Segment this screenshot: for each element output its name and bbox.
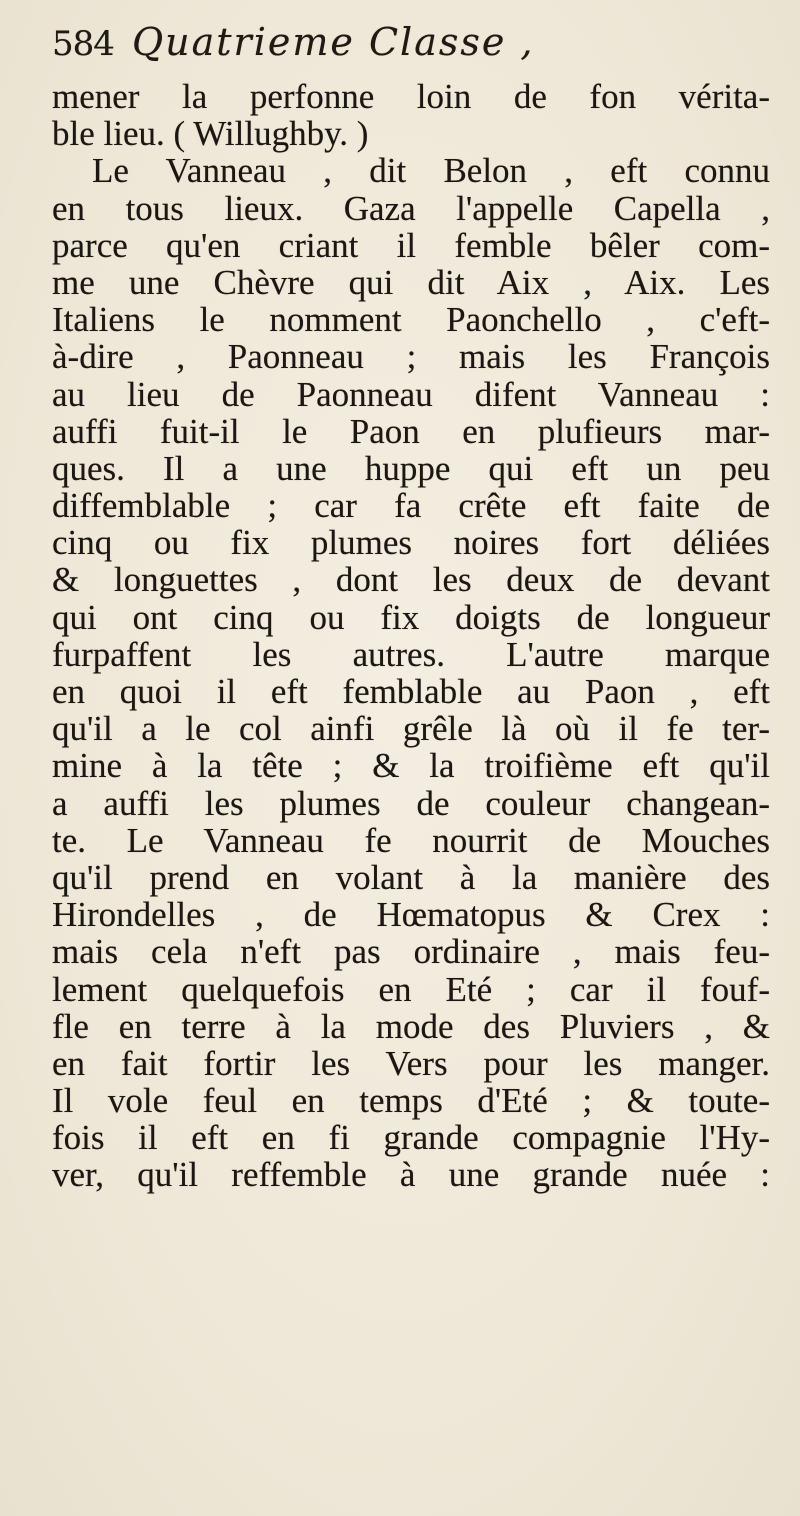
text-line: lement quelquefois en Eté ; car il fouf- [52, 969, 770, 1009]
text-line: furpaffent les autres. L'autre marque [52, 634, 770, 674]
text-line: Il vole feul en temps d'Eté ; & toute- [52, 1081, 770, 1121]
text-line: ver, qu'il reffemble à une grande nuée : [52, 1155, 770, 1195]
text-line: auffi fuit-il le Paon en plufieurs mar- [52, 411, 770, 451]
text-line: te. Le Vanneau fe nourrit de Mouches [52, 820, 770, 860]
text-line: ques. Il a une huppe qui eft un peu [52, 448, 770, 488]
text-line: me une Chèvre qui dit Aix , Aix. Les [52, 262, 770, 302]
text-line: en tous lieux. Gaza l'appelle Capella , [52, 188, 770, 228]
text-line: Le Vanneau , dit Belon , eft connu [92, 151, 770, 191]
text-line: qui ont cinq ou fix doigts de longueur [52, 597, 770, 637]
page-header [52, 18, 772, 76]
text-line: mener la perfonne loin de fon vérita- [52, 77, 770, 116]
text-line: a auffi les plumes de couleur changean- [52, 783, 770, 823]
body-text [52, 78, 770, 1194]
text-line: Hirondelles , de Hœmatopus & Crex : [52, 895, 770, 935]
text-line: à-dire , Paonneau ; mais les François [52, 337, 770, 377]
text-line: & longuettes , dont les deux de devant [52, 560, 770, 600]
text-line: mais cela n'eft pas ordinaire , mais feu- [52, 932, 770, 972]
text-line: parce qu'en criant il femble bêler com- [52, 225, 770, 265]
page-number: 584 [52, 24, 114, 64]
text-line: au lieu de Paonneau difent Vanneau : [52, 374, 770, 414]
text-line: diffemblable ; car fa crête eft faite de [52, 486, 770, 526]
text-line: fois il eft en fi grande compagnie l'Hy- [52, 1118, 770, 1158]
running-head: Quatrieme Classe , [132, 20, 535, 64]
text-line: qu'il a le col ainfi grêle là où il fe ter- [52, 709, 770, 749]
text-line: qu'il prend en volant à la manière des [52, 857, 770, 897]
text-line: fle en terre à la mode des Pluviers , & [52, 1006, 770, 1046]
text-line: en fait fortir les Vers pour les manger. [52, 1043, 770, 1083]
text-line: Italiens le nomment Paonchello , c'eft- [52, 300, 770, 340]
text-line: mine à la tête ; & la troifième eft qu'il [52, 746, 770, 786]
text-line: ble lieu. ( Willughby. ) [52, 114, 369, 154]
text-line: en quoi il eft femblable au Paon , eft [52, 672, 770, 711]
text-line: cinq ou fix plumes noires fort déliées [52, 523, 770, 563]
